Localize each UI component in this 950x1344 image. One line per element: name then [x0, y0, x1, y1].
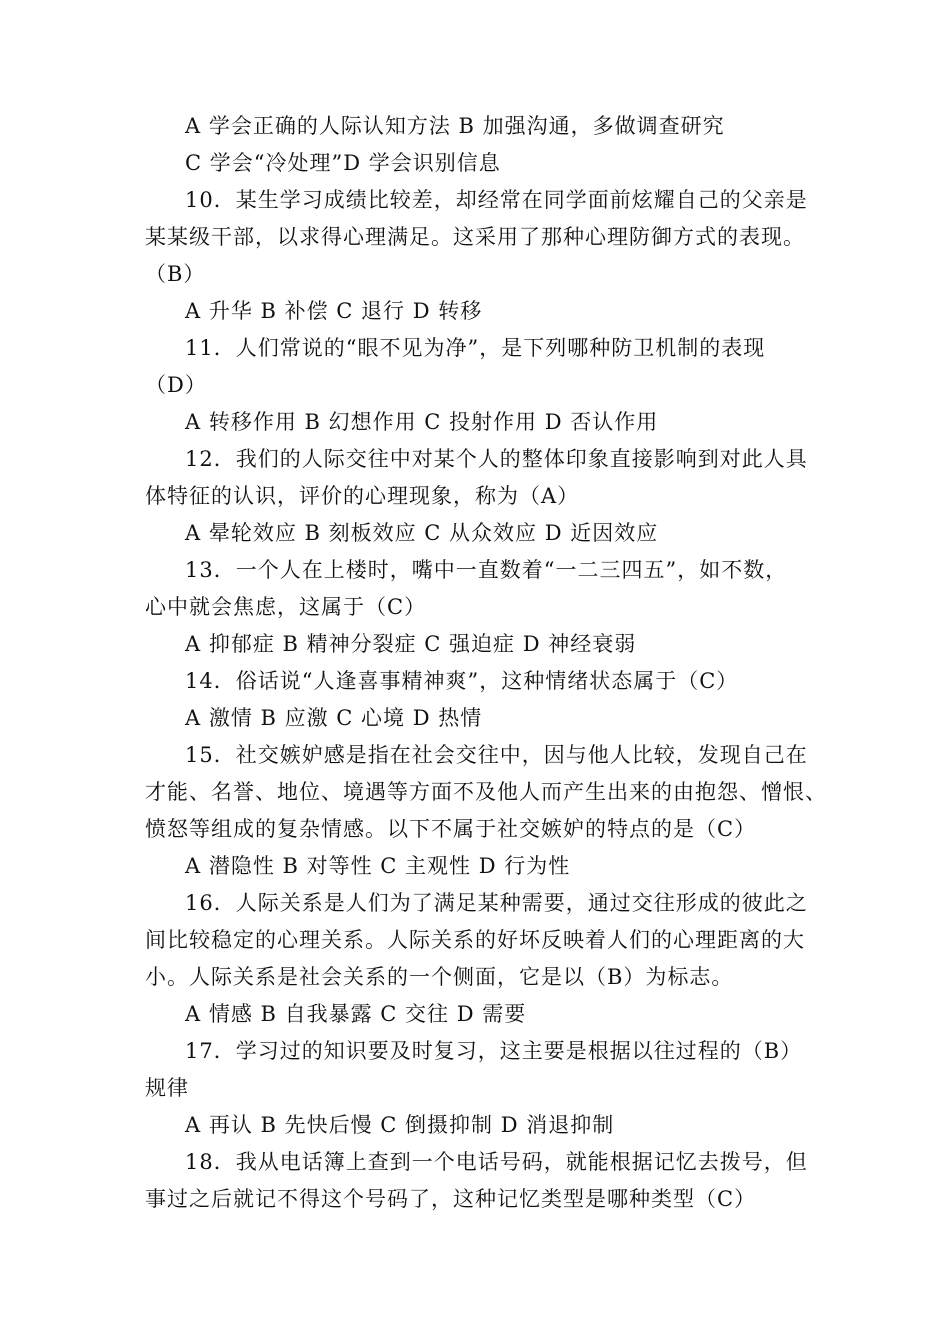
answer-line: （B）: [145, 262, 206, 286]
options-line: A 情感 B 自我暴露 C 交往 D 需要: [185, 1002, 527, 1026]
answer-line: （D）: [145, 373, 207, 397]
document-body: [145, 108, 827, 1218]
text-line: C 学会“冷处理”D 学会识别信息: [185, 151, 501, 175]
question-18-line: 18．我从电话簿上查到一个电话号码，就能根据记忆去拨号，但: [185, 1150, 808, 1174]
text-line: 间比较稳定的心理关系。人际关系的好坏反映着人们的心理距离的大: [145, 928, 805, 952]
question-16-line: 16．人际关系是人们为了满足某种需要，通过交往形成的彼此之: [185, 891, 808, 915]
question-13-line: 13．一个人在上楼时，嘴中一直数着“一二三四五”，如不数，: [185, 558, 788, 582]
options-line: A 转移作用 B 幻想作用 C 投射作用 D 否认作用: [185, 410, 659, 434]
options-line: A 再认 B 先快后慢 C 倒摄抑制 D 消退抑制: [185, 1113, 615, 1137]
text-line: 才能、名誉、地位、境遇等方面不及他人而产生出来的由抱怨、憎恨、: [145, 780, 827, 804]
text-line: 愤怒等组成的复杂情感。以下不属于社交嫉妒的特点的是（C）: [145, 817, 757, 841]
question-14-line: 14．俗话说“人逢喜事精神爽”，这种情绪状态属于（C）: [185, 669, 739, 693]
options-line: A 抑郁症 B 精神分裂症 C 强迫症 D 神经衰弱: [185, 632, 637, 656]
text-line: 小。人际关系是社会关系的一个侧面，它是以（B）为标志。: [145, 965, 734, 989]
text-line: 体特征的认识，评价的心理现象，称为（A）: [145, 484, 580, 508]
options-line: A 晕轮效应 B 刻板效应 C 从众效应 D 近因效应: [185, 521, 659, 545]
text-line: 事过之后就记不得这个号码了，这种记忆类型是哪种类型（C）: [145, 1187, 757, 1211]
question-11-line: 11．人们常说的“眼不见为净”，是下列哪种防卫机制的表现: [185, 336, 766, 360]
text-line: A 学会正确的人际认知方法 B 加强沟通，多做调查研究: [185, 114, 725, 138]
question-15-line: 15．社交嫉妒感是指在社会交往中，因与他人比较，发现自己在: [185, 743, 808, 767]
question-12-line: 12．我们的人际交往中对某个人的整体印象直接影响到对此人具: [185, 447, 808, 471]
options-line: A 激情 B 应激 C 心境 D 热情: [185, 706, 483, 730]
options-line: A 潜隐性 B 对等性 C 主观性 D 行为性: [185, 854, 571, 878]
question-10-line: 10．某生学习成绩比较差，却经常在同学面前炫耀自己的父亲是: [185, 188, 808, 212]
question-17-line: 17．学习过的知识要及时复习，这主要是根据以往过程的（B）: [185, 1039, 803, 1063]
text-line: 心中就会焦虑，这属于（C）: [145, 595, 427, 619]
options-line: A 升华 B 补偿 C 退行 D 转移: [185, 299, 483, 323]
text-line: 某某级干部，以求得心理满足。这采用了那种心理防御方式的表现。: [145, 225, 805, 249]
text-line: 规律: [145, 1076, 189, 1100]
